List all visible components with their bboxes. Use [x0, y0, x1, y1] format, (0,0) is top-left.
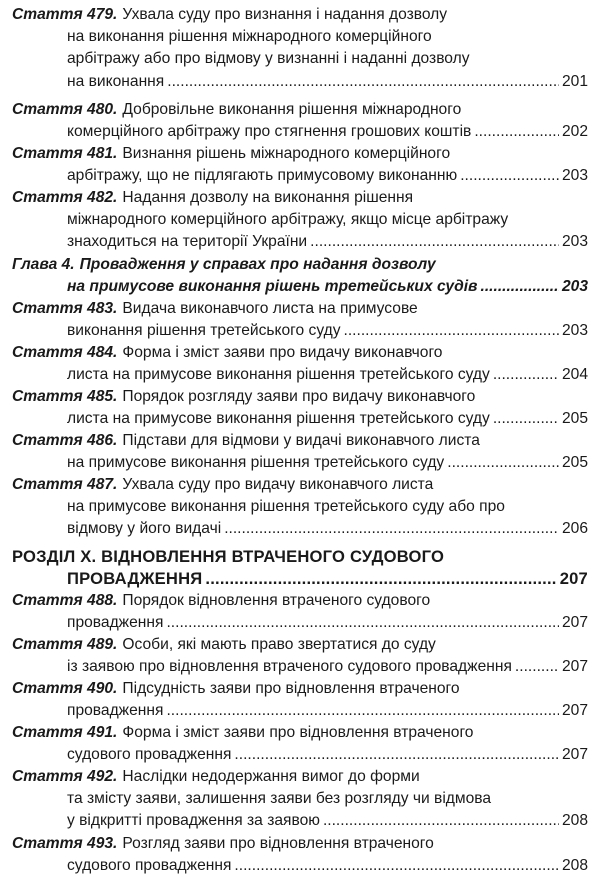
entry-label: Стаття 479.: [12, 6, 118, 23]
toc-line: [12, 276, 588, 298]
toc-line: [12, 26, 588, 48]
entry-title-line: Форма і зміст заяви про відновлення втраченого: [122, 724, 474, 741]
toc-article: [12, 143, 588, 187]
toc-line: [12, 187, 588, 209]
entry-label: Стаття 487.: [12, 476, 118, 493]
toc-line: [12, 568, 588, 590]
entry-title-line: знаходиться на території України: [67, 233, 308, 251]
dot-leader: [224, 518, 559, 540]
dot-leader: [234, 744, 559, 766]
entry-title-line: Форма і зміст заяви про видачу виконавчого: [122, 344, 443, 361]
entry-title-line: Провадження у справах про надання дозволу: [79, 256, 436, 273]
page-number: 206: [561, 520, 588, 538]
entry-label: Стаття 489.: [12, 636, 118, 653]
dot-leader: [474, 121, 559, 143]
page-number: 204: [561, 366, 588, 384]
toc-line: [12, 722, 588, 744]
toc-line: [12, 518, 588, 540]
toc-line: [12, 320, 588, 342]
toc-article: [12, 590, 588, 634]
entry-title-line: на виконання: [67, 72, 165, 90]
dot-leader: [480, 276, 558, 298]
toc-line: [12, 342, 588, 364]
entry-label: Стаття 491.: [12, 724, 118, 741]
entry-title-line: судового провадження: [67, 857, 232, 875]
entry-title-line: міжнародного комерційного арбітражу, якщо місце арбітражу: [67, 211, 509, 229]
toc-line: [12, 612, 588, 634]
toc-line: [12, 71, 588, 93]
entry-title-line: на виконання рішення міжнародного комерційного: [67, 28, 432, 46]
entry-label: Стаття 492.: [12, 768, 118, 785]
entry-title-line: РОЗДІЛ X. ВІДНОВЛЕННЯ ВТРАЧЕНОГО СУДОВОГО: [12, 547, 445, 566]
page-number: 203: [561, 233, 588, 251]
toc-article: [12, 386, 588, 430]
toc-line: [12, 121, 588, 143]
entry-title-line: Ухвала суду про визнання і надання дозволу: [122, 6, 448, 23]
toc-line: [12, 254, 588, 276]
toc-article: [12, 766, 588, 833]
page-number: 203: [561, 278, 588, 296]
toc-line: [12, 678, 588, 700]
dot-leader: [166, 700, 559, 722]
entry-title-line: судового провадження: [67, 746, 232, 764]
dot-leader: [234, 855, 559, 877]
entry-title-line: Особи, які мають право звертатися до суду: [122, 636, 436, 653]
toc-line: [12, 99, 588, 121]
toc-article: [12, 678, 588, 722]
toc-line: [12, 231, 588, 253]
entry-title-line: комерційного арбітражу про стягнення грошових коштів: [67, 123, 472, 141]
entry-title-line: Підстави для відмови у видачі виконавчого листа: [122, 432, 480, 449]
toc-article: [12, 187, 588, 254]
entry-title-line: Розгляд заяви про відновлення втраченого: [122, 835, 434, 852]
page-number: 207: [559, 569, 588, 589]
toc-line: [12, 4, 588, 26]
entry-title-line: провадження: [67, 614, 164, 632]
toc-line: [12, 452, 588, 474]
entry-title-line: Наслідки недодержання вимог до форми: [122, 768, 420, 785]
toc-line: [12, 700, 588, 722]
toc-line: [12, 656, 588, 678]
dot-leader: [323, 810, 559, 832]
toc-article: [12, 634, 588, 678]
entry-title-line: на примусове виконання рішення третейського суду або про: [67, 498, 505, 516]
toc-line: [12, 430, 588, 452]
dot-leader: [493, 408, 559, 430]
entry-title-line: арбітражу, що не підлягають примусовому виконанню: [67, 167, 458, 185]
entry-title-line: на примусове виконання рішення третейського суду: [67, 454, 445, 472]
toc-line: [12, 209, 588, 231]
toc-line: [12, 364, 588, 386]
toc-line: [12, 298, 588, 320]
toc-line: [12, 634, 588, 656]
page-number: 201: [561, 72, 588, 90]
dot-leader: [344, 320, 559, 342]
entry-title-line: відмову у його видачі: [67, 520, 222, 538]
entry-title-line: Ухвала суду про видачу виконавчого листа: [122, 476, 434, 493]
page-number: 202: [561, 123, 588, 141]
page-number: 205: [561, 454, 588, 472]
page-number: 207: [561, 658, 588, 676]
toc-line: [12, 386, 588, 408]
toc-line: [12, 48, 588, 70]
toc-line: [12, 590, 588, 612]
toc-article: [12, 4, 588, 93]
toc-line: [12, 833, 588, 855]
entry-label: Стаття 484.: [12, 344, 118, 361]
toc-line: [12, 474, 588, 496]
toc-chapter: [12, 254, 588, 298]
toc-line: [12, 546, 588, 568]
entry-label: Стаття 483.: [12, 300, 118, 317]
page-number: 207: [561, 614, 588, 632]
dot-leader: [310, 231, 559, 253]
entry-title-line: Визнання рішень міжнародного комерційного: [122, 145, 451, 162]
toc-line: [12, 165, 588, 187]
entry-title-line: виконання рішення третейського суду: [67, 322, 341, 340]
entry-title-line: Порядок розгляду заяви про видачу виконавчого: [122, 388, 476, 405]
entry-title-line: Видача виконавчого листа на примусове: [122, 300, 418, 317]
entry-label: Стаття 486.: [12, 432, 118, 449]
dot-leader: [515, 656, 559, 678]
page-number: 205: [561, 410, 588, 428]
page-number: 207: [561, 702, 588, 720]
toc-article: [12, 833, 588, 877]
dot-leader: [460, 165, 559, 187]
entry-title-line: листа на примусове виконання рішення третейського суду: [67, 366, 490, 384]
page-number: 208: [561, 812, 588, 830]
toc-article: [12, 342, 588, 386]
toc-line: [12, 496, 588, 518]
toc-section: [12, 546, 588, 590]
entry-title-line: листа на примусове виконання рішення третейського суду: [67, 410, 490, 428]
entry-title-line: провадження: [67, 702, 164, 720]
dot-leader: [205, 568, 556, 590]
toc-line: [12, 766, 588, 788]
entry-title-line: арбітражу або про відмову у визнанні і наданні дозволу: [67, 50, 470, 68]
page-number: 208: [561, 857, 588, 875]
entry-title-line: Підсудність заяви про відновлення втраченого: [122, 680, 460, 697]
entry-label: Стаття 488.: [12, 592, 118, 609]
toc-article: [12, 430, 588, 474]
entry-title-line: та змісту заяви, залишення заяви без розгляду чи відмова: [67, 790, 492, 808]
entry-label: Стаття 482.: [12, 189, 118, 206]
entry-title-line: Добровільне виконання рішення міжнародного: [122, 101, 462, 118]
page-number: 203: [561, 322, 588, 340]
page-number: 207: [561, 746, 588, 764]
entry-label: Стаття 493.: [12, 835, 118, 852]
toc-line: [12, 408, 588, 430]
toc-article: [12, 474, 588, 541]
entry-label: Стаття 481.: [12, 145, 118, 162]
entry-title-line: Порядок відновлення втраченого судового: [122, 592, 431, 609]
entry-label: Стаття 490.: [12, 680, 118, 697]
entry-label: Стаття 480.: [12, 101, 118, 118]
entry-label: Глава 4.: [12, 256, 75, 273]
entry-title-line: із заявою про відновлення втраченого судового провадження: [67, 658, 512, 676]
dot-leader: [166, 612, 559, 634]
entry-label: Стаття 485.: [12, 388, 118, 405]
entry-title-line: Надання дозволу на виконання рішення: [122, 189, 414, 206]
toc-line: [12, 855, 588, 877]
page-number: 203: [561, 167, 588, 185]
toc-line: [12, 143, 588, 165]
toc-line: [12, 810, 588, 832]
toc-article: [12, 99, 588, 143]
dot-leader: [493, 364, 559, 386]
entry-title-line: на примусове виконання рішень третейських судів: [67, 278, 478, 296]
entry-title-line: у відкритті провадження за заявою: [67, 812, 320, 830]
toc-article: [12, 722, 588, 766]
toc-article: [12, 298, 588, 342]
entry-title-line: ПРОВАДЖЕННЯ: [67, 569, 203, 589]
dot-leader: [167, 71, 559, 93]
dot-leader: [447, 452, 559, 474]
toc-line: [12, 744, 588, 766]
toc-line: [12, 788, 588, 810]
